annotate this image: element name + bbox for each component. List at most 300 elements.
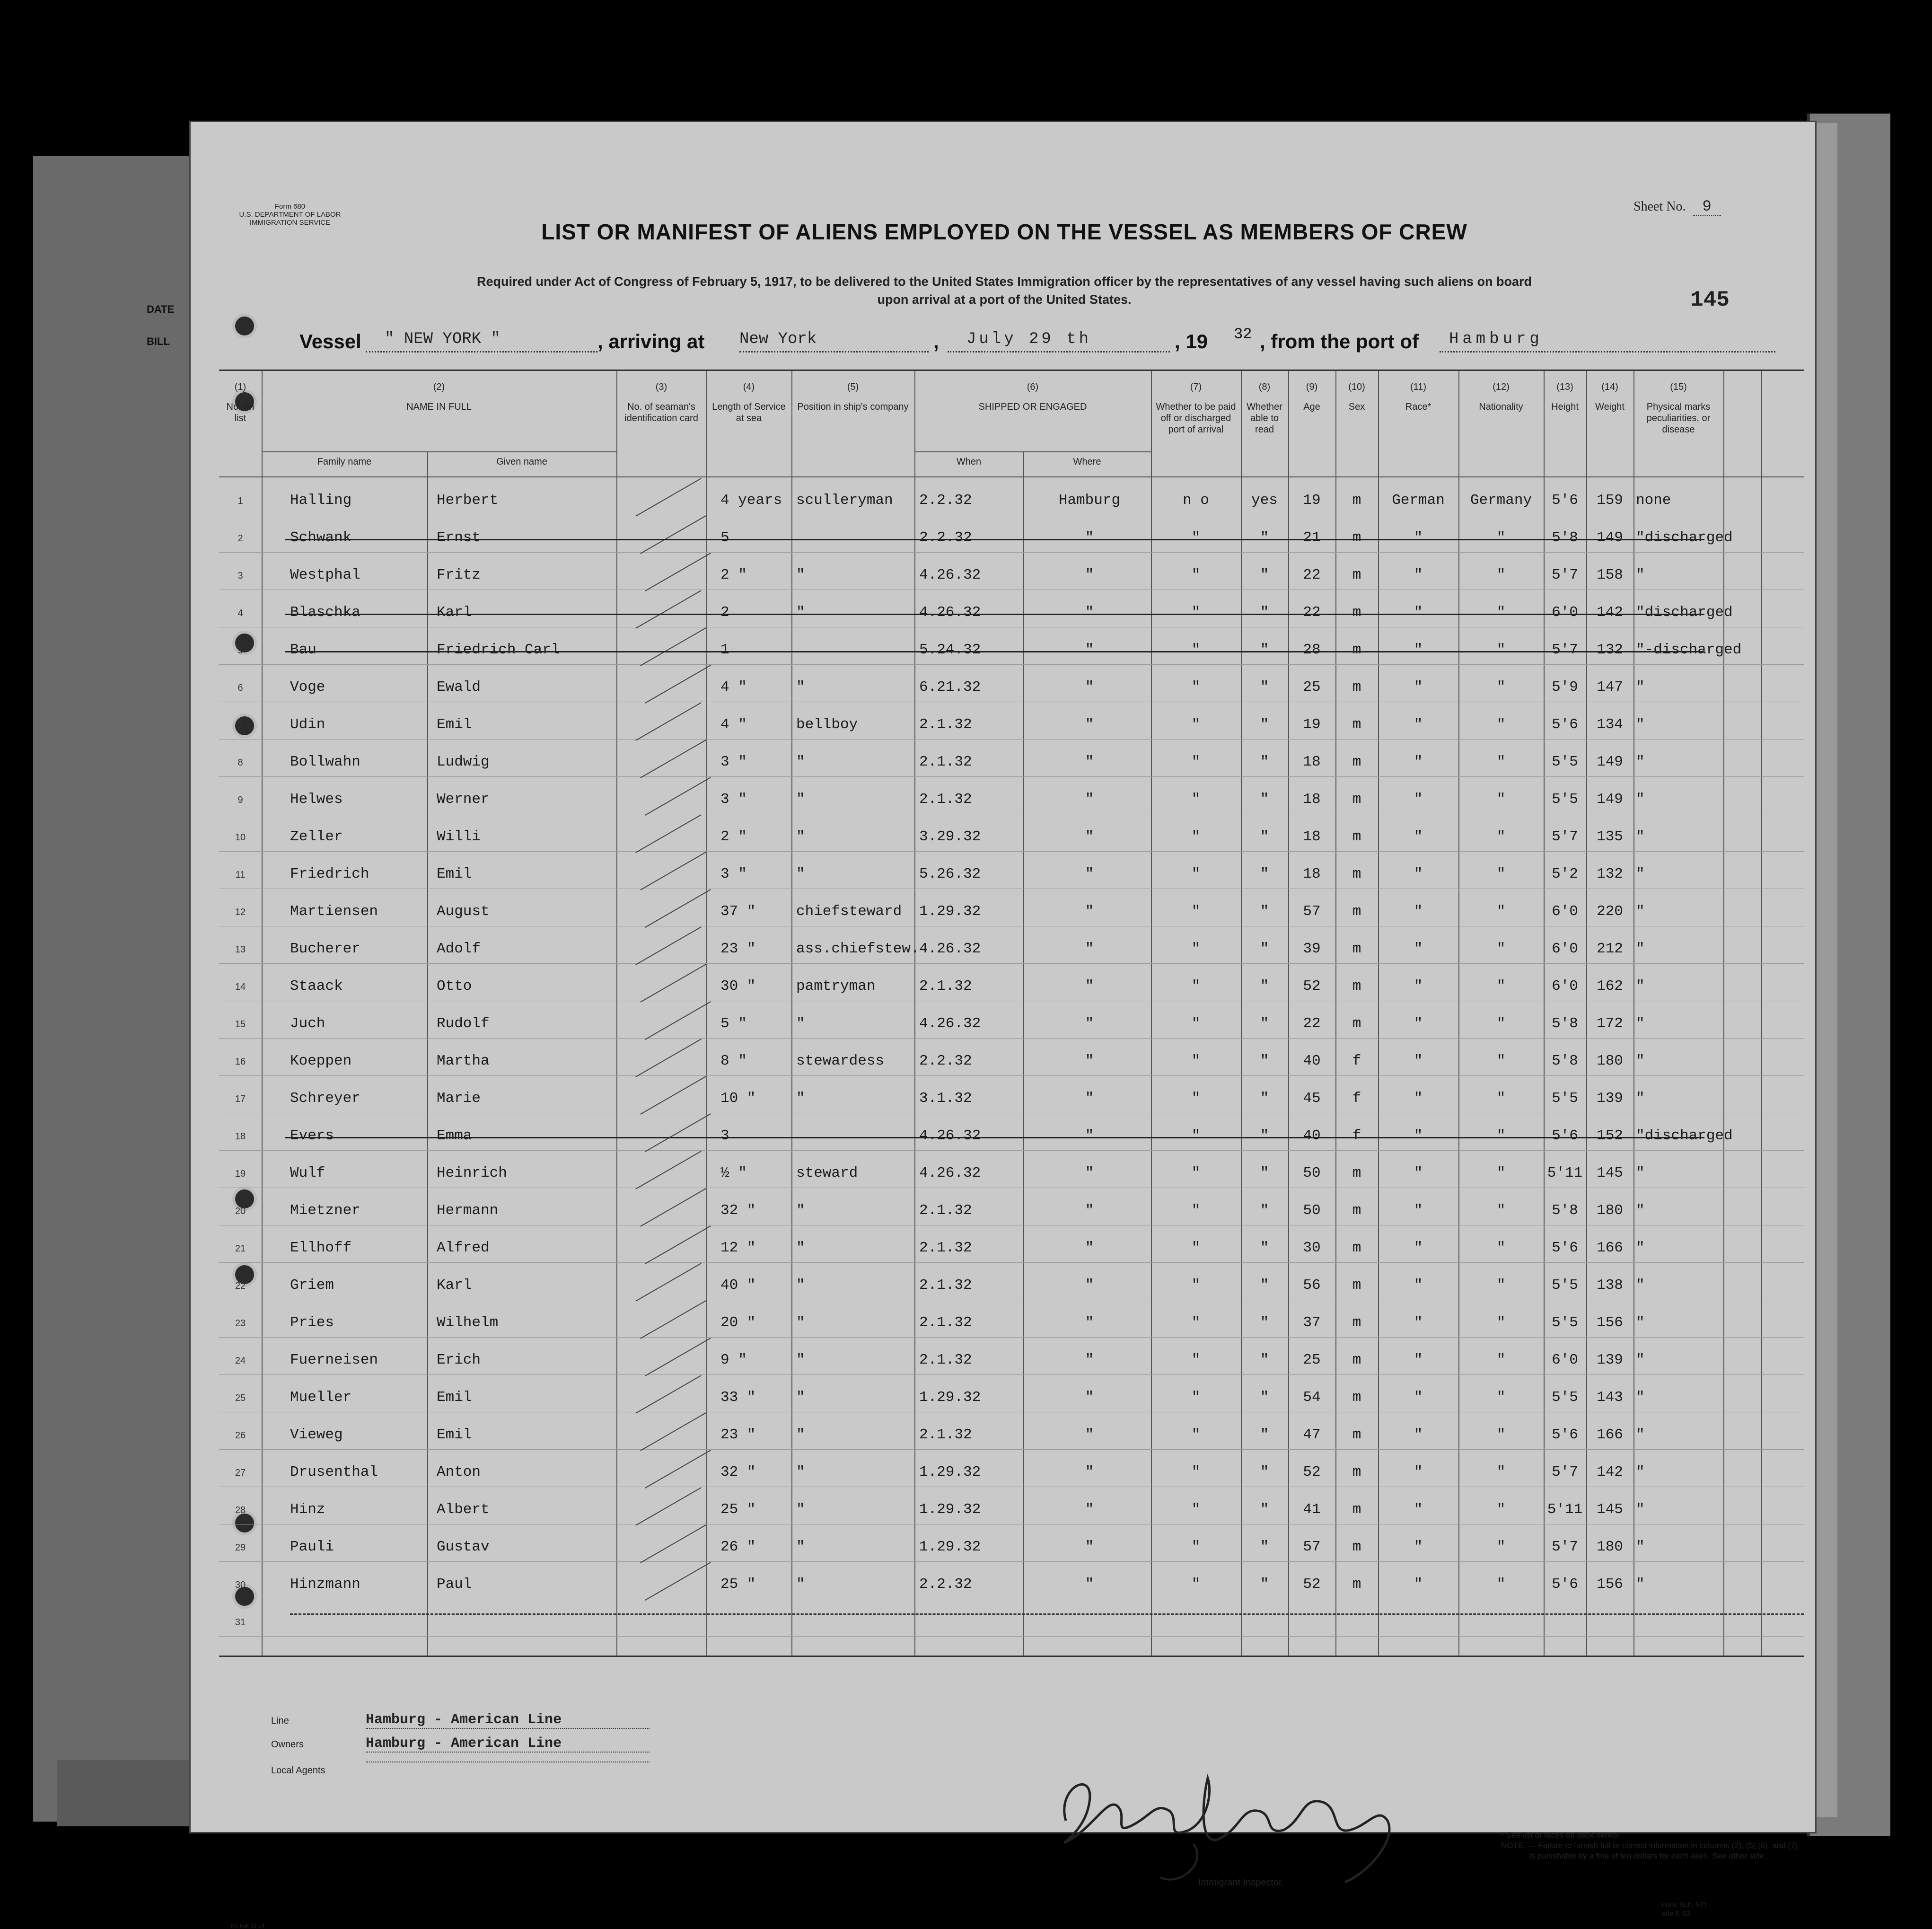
checkmark-stroke	[640, 1188, 706, 1227]
cell-service: 2 "	[720, 567, 747, 583]
cell-weight: 158	[1597, 567, 1623, 583]
cell-read: "	[1260, 1053, 1269, 1069]
cell-sex: m	[1352, 941, 1361, 957]
table-row	[219, 964, 1804, 1001]
column-header-label: Whether able to read	[1247, 402, 1282, 435]
cell-position: "	[796, 754, 805, 770]
cell-service: 4 "	[720, 716, 747, 733]
cell-marks: "	[1636, 1240, 1645, 1256]
cell-position: "	[796, 1539, 805, 1555]
column-header-label: No. of seaman's identification card	[624, 402, 698, 423]
cell-given: Emil	[437, 866, 472, 882]
cell-where: "	[1085, 1090, 1094, 1107]
cell-no: 7	[237, 720, 243, 731]
cell-no: 27	[235, 1468, 246, 1478]
cell-paid: "	[1191, 1127, 1201, 1144]
cell-nationality: "	[1496, 1427, 1506, 1443]
cell-family: Bollwahn	[290, 754, 360, 770]
cell-when: 2.1.32	[919, 978, 972, 995]
checkmark-stroke	[645, 1225, 711, 1264]
cell-race: "	[1414, 529, 1423, 546]
cell-race: "	[1414, 1501, 1423, 1518]
cell-position: "	[796, 1202, 805, 1219]
cell-given: Marie	[437, 1090, 481, 1107]
cell-nationality: "	[1496, 1015, 1506, 1032]
column-header-number: (15)	[1670, 382, 1687, 392]
cell-no: 10	[235, 832, 246, 843]
cell-age: 18	[1303, 866, 1321, 882]
cell-weight: 180	[1597, 1053, 1623, 1069]
cell-given: Rudolf	[437, 1015, 490, 1032]
cell-age: 57	[1303, 903, 1321, 920]
cell-read: "	[1260, 1427, 1269, 1443]
strikethrough-line	[285, 651, 1704, 652]
cell-when: 2.1.32	[919, 1352, 972, 1368]
checkmark-stroke	[640, 627, 706, 666]
cell-when: 4.26.32	[919, 1015, 981, 1032]
cell-no: 13	[235, 944, 246, 955]
cell-sex: m	[1352, 529, 1361, 546]
subcolumn-header-when: When	[956, 457, 982, 467]
checkmark-stroke	[645, 1338, 711, 1376]
column-header-label: Age	[1303, 402, 1320, 412]
cell-weight: 138	[1597, 1277, 1623, 1294]
cell-family: Schreyer	[290, 1090, 360, 1107]
column-header	[616, 371, 706, 424]
cell-where: "	[1085, 1240, 1094, 1256]
cell-marks: "	[1636, 1090, 1645, 1107]
cell-age: 22	[1303, 1015, 1321, 1032]
checkmark-stroke	[640, 1300, 706, 1339]
cell-family: Evers	[290, 1127, 334, 1144]
cell-position: ass.chiefstew.	[796, 941, 920, 957]
cell-when: 4.26.32	[919, 567, 981, 583]
cell-no: 18	[235, 1131, 246, 1142]
cell-where: "	[1085, 1314, 1094, 1331]
column-header-label: NAME IN FULL	[406, 402, 472, 412]
cell-read: "	[1260, 1015, 1269, 1032]
corner-code	[1662, 1901, 1708, 1918]
requirement-text	[380, 273, 1629, 308]
footer-note	[1501, 1830, 1832, 1861]
cell-nationality: "	[1496, 1576, 1506, 1593]
cell-read: "	[1260, 1165, 1269, 1181]
cell-position: "	[796, 1576, 805, 1593]
cell-height: 6'0	[1552, 903, 1578, 920]
cell-race: "	[1414, 978, 1423, 995]
cell-age: 21	[1303, 529, 1321, 546]
cell-family: Westphal	[290, 567, 360, 583]
cell-nationality: "	[1496, 1053, 1506, 1069]
column-header	[219, 371, 262, 424]
cell-paid: n o	[1183, 492, 1209, 509]
column-header	[1335, 371, 1378, 413]
cell-height: 6'0	[1552, 604, 1578, 621]
table-row	[219, 889, 1804, 926]
cell-paid: "	[1191, 941, 1201, 957]
cell-nationality: Germany	[1470, 492, 1532, 509]
cell-service: 2 "	[720, 828, 747, 845]
cell-marks: "	[1636, 1015, 1645, 1032]
cell-race: "	[1414, 1352, 1423, 1368]
cell-paid: "	[1191, 1277, 1201, 1294]
cell-given: Karl	[437, 1277, 472, 1294]
local-agents-label: Local Agents	[271, 1765, 325, 1776]
cell-no: 24	[235, 1356, 246, 1366]
cell-no: 12	[235, 907, 246, 917]
cell-position: "	[796, 1501, 805, 1518]
cell-weight: 149	[1597, 791, 1623, 808]
cell-height: 5'6	[1552, 1127, 1578, 1144]
cell-when: 1.29.32	[919, 1464, 981, 1480]
table-row	[219, 515, 1804, 553]
cell-age: 18	[1303, 828, 1321, 845]
column-header-label: Weight	[1595, 402, 1625, 412]
cell-given: Gustav	[437, 1539, 490, 1555]
cell-sex: m	[1352, 604, 1361, 621]
column-header-number: (2)	[433, 382, 445, 392]
manifest-sheet	[189, 121, 1817, 1929]
checkmark-stroke	[640, 740, 706, 778]
checkmark-stroke	[635, 1487, 702, 1526]
cell-where: "	[1085, 679, 1094, 696]
checkmark-stroke	[640, 515, 706, 554]
cell-when: 2.1.32	[919, 1314, 972, 1331]
cell-given: August	[437, 903, 490, 920]
cell-no: 25	[235, 1393, 246, 1403]
cell-when: 4.26.32	[919, 941, 981, 957]
cell-position: "	[796, 1240, 805, 1256]
cell-read: "	[1260, 1389, 1269, 1406]
column-header	[791, 371, 914, 413]
cell-sex: m	[1352, 1015, 1361, 1032]
cell-race: "	[1414, 754, 1423, 770]
table-row	[219, 926, 1804, 964]
owners-label: Owners	[271, 1739, 304, 1750]
cell-height: 5'6	[1552, 716, 1578, 733]
cell-service: 1	[720, 642, 729, 658]
table-row	[219, 777, 1804, 814]
table-row	[219, 740, 1804, 777]
cell-age: 25	[1303, 679, 1321, 696]
strikethrough-line	[285, 614, 1704, 615]
cell-sex: m	[1352, 1202, 1361, 1219]
table-row	[219, 478, 1804, 515]
cell-no: 22	[235, 1281, 246, 1291]
cell-given: Emma	[437, 1127, 472, 1144]
cell-read: "	[1260, 1464, 1269, 1480]
checkmark-stroke	[645, 1113, 711, 1152]
cell-position: "	[796, 1427, 805, 1443]
cell-no: 23	[235, 1318, 246, 1329]
cell-service: 32 "	[720, 1202, 756, 1219]
cell-family: Blaschka	[290, 604, 360, 621]
cell-paid: "	[1191, 866, 1201, 882]
cell-height: 5'11	[1547, 1165, 1583, 1181]
note-line-2: NOTE. — Failure to furnish full or correct information in columns (2), (5) (6), and (7)	[1501, 1841, 1798, 1850]
cell-position: "	[796, 1464, 805, 1480]
cell-family: Wulf	[290, 1165, 325, 1181]
cell-position: bellboy	[796, 716, 858, 733]
cell-read: "	[1260, 978, 1269, 995]
table-row	[219, 702, 1804, 740]
cell-race: "	[1414, 1314, 1423, 1331]
cell-marks: "	[1636, 866, 1645, 882]
cell-height: 6'0	[1552, 1352, 1578, 1368]
cell-nationality: "	[1496, 642, 1506, 658]
cell-age: 18	[1303, 791, 1321, 808]
vessel-name: " NEW YORK "	[366, 330, 597, 352]
checkmark-stroke	[645, 889, 711, 928]
cell-paid: "	[1191, 604, 1201, 621]
cell-nationality: "	[1496, 1277, 1506, 1294]
cell-given: Herbert	[437, 492, 499, 509]
cell-read: "	[1260, 529, 1269, 546]
column-header-label: Nationality	[1479, 402, 1523, 412]
checkmark-stroke	[635, 702, 702, 741]
cell-age: 56	[1303, 1277, 1321, 1294]
cell-family: Fuerneisen	[290, 1352, 378, 1368]
note-line-1: * See list of races on back hereof.	[1501, 1831, 1622, 1840]
cell-marks: "discharged	[1636, 1127, 1733, 1144]
cell-height: 5'5	[1552, 1090, 1578, 1107]
cell-weight: 132	[1597, 642, 1623, 658]
sheet-number-value: 9	[1693, 198, 1721, 216]
arriving-label: , arriving at	[597, 330, 705, 352]
inspector-signature	[1037, 1750, 1416, 1892]
cell-age: 39	[1303, 941, 1321, 957]
cell-age: 50	[1303, 1165, 1321, 1181]
cell-race: "	[1414, 1165, 1423, 1181]
cell-family: Schwank	[290, 529, 352, 546]
cell-weight: 166	[1597, 1240, 1623, 1256]
checkmark-stroke	[635, 590, 702, 629]
cell-position: "	[796, 604, 805, 621]
cell-service: 4 "	[720, 679, 747, 696]
cell-where: "	[1085, 1427, 1094, 1443]
cell-paid: "	[1191, 903, 1201, 920]
cell-height: 5'5	[1552, 754, 1578, 770]
cell-no: 16	[235, 1057, 246, 1067]
cell-position: "	[796, 679, 805, 696]
subheader-rule	[262, 451, 616, 452]
table-row	[219, 1113, 1804, 1151]
service-name: IMMIGRATION SERVICE	[249, 219, 331, 227]
cell-given: Willi	[437, 828, 481, 845]
cell-given: Emil	[437, 1389, 472, 1406]
cell-read: "	[1260, 791, 1269, 808]
cell-when: 2.2.32	[919, 1053, 972, 1069]
checkmark-stroke	[640, 1076, 706, 1115]
cell-family: Pries	[290, 1314, 334, 1331]
cell-paid: "	[1191, 1240, 1201, 1256]
cell-position: sculleryman	[796, 492, 893, 509]
cell-weight: 172	[1597, 1015, 1623, 1032]
column-header-label: Physical marks peculiarities, or disease	[1646, 402, 1711, 435]
cell-race: "	[1414, 1053, 1423, 1069]
table-row	[219, 665, 1804, 702]
column-header-number: (13)	[1556, 382, 1573, 392]
cell-where: "	[1085, 529, 1094, 546]
cell-sex: m	[1352, 866, 1361, 882]
cell-marks: "	[1636, 1576, 1645, 1593]
from-port-label: , from the port of	[1260, 330, 1419, 352]
subcolumn-header-given: Given name	[496, 457, 547, 467]
column-header-number: (9)	[1306, 382, 1318, 392]
cell-where: "	[1085, 978, 1094, 995]
table-row	[219, 1001, 1804, 1039]
corner-code-2: alte F. 53	[1662, 1910, 1691, 1918]
cell-height: 5'6	[1552, 492, 1578, 509]
checkmark-stroke	[645, 1562, 711, 1601]
cell-nationality: "	[1496, 1314, 1506, 1331]
cell-when: 1.29.32	[919, 903, 981, 920]
cell-service: 3	[720, 1127, 729, 1144]
cell-no: 2	[237, 533, 243, 544]
table-row	[219, 852, 1804, 889]
cell-when: 2.1.32	[919, 754, 972, 770]
cell-given: Ernst	[437, 529, 481, 546]
column-header-label: No. on list	[226, 402, 255, 423]
cell-service: 10 "	[720, 1090, 756, 1107]
cell-given: Emil	[437, 716, 472, 733]
cell-race: "	[1414, 1015, 1423, 1032]
cell-nationality: "	[1496, 1240, 1506, 1256]
cell-family: Halling	[290, 492, 352, 509]
cell-weight: 180	[1597, 1202, 1623, 1219]
table-row	[219, 1039, 1804, 1076]
cell-sex: m	[1352, 679, 1361, 696]
cell-where: "	[1085, 1352, 1094, 1368]
cell-position: "	[796, 567, 805, 583]
cell-race: "	[1414, 716, 1423, 733]
cell-sex: m	[1352, 1576, 1361, 1593]
cell-height: 5'11	[1547, 1501, 1583, 1518]
cell-no: 8	[237, 758, 243, 768]
cell-family: Helwes	[290, 791, 343, 808]
cell-height: 5'6	[1552, 1576, 1578, 1593]
cell-weight: 180	[1597, 1539, 1623, 1555]
header-rule	[219, 476, 1804, 477]
cell-height: 5'5	[1552, 1277, 1578, 1294]
cell-where: "	[1085, 1202, 1094, 1219]
cell-race: "	[1414, 679, 1423, 696]
cell-position: "	[796, 1352, 805, 1368]
cell-height: 5'7	[1552, 567, 1578, 583]
cell-weight: 149	[1597, 754, 1623, 770]
cell-no: 31	[235, 1617, 246, 1628]
cell-read: "	[1260, 679, 1269, 696]
cell-service: 8 "	[720, 1053, 747, 1069]
cell-weight: 159	[1597, 492, 1623, 509]
cell-age: 40	[1303, 1127, 1321, 1144]
cell-weight: 147	[1597, 679, 1623, 696]
cell-service: 2	[720, 604, 729, 621]
cell-read: "	[1260, 1539, 1269, 1555]
cell-where: "	[1085, 716, 1094, 733]
cell-read: "	[1260, 1127, 1269, 1144]
cell-sex: m	[1352, 1352, 1361, 1368]
cell-sex: f	[1352, 1090, 1361, 1107]
checkmark-stroke	[640, 964, 706, 1003]
cell-marks: "	[1636, 1165, 1645, 1181]
checkmark-stroke	[645, 1450, 711, 1489]
requirement-line-2: upon arrival at a port of the United States.	[877, 292, 1132, 307]
cell-service: 25 "	[720, 1576, 756, 1593]
cell-marks: "-discharged	[1636, 642, 1742, 658]
cell-height: 5'5	[1552, 1389, 1578, 1406]
checkmark-stroke	[645, 553, 711, 591]
cell-when: 1.29.32	[919, 1389, 981, 1406]
cell-no: 21	[235, 1243, 246, 1254]
column-header	[1288, 371, 1335, 413]
cell-age: 25	[1303, 1352, 1321, 1368]
cell-nationality: "	[1496, 1202, 1506, 1219]
cell-no: 6	[237, 683, 243, 693]
note-line-3: is punishable by a fine of ten dollars for each alien. See other side.	[1529, 1851, 1766, 1860]
cell-service: 33 "	[720, 1389, 756, 1406]
cell-age: 52	[1303, 1464, 1321, 1480]
cell-marks: "	[1636, 903, 1645, 920]
column-header-number: (6)	[1027, 382, 1039, 392]
cell-where: "	[1085, 1015, 1094, 1032]
column-header-number: (12)	[1493, 382, 1510, 392]
cell-given: Emil	[437, 1427, 472, 1443]
cell-when: 2.1.32	[919, 1202, 972, 1219]
cell-where: "	[1085, 1053, 1094, 1069]
cell-family: Martiensen	[290, 903, 378, 920]
cell-marks: "	[1636, 754, 1645, 770]
cell-nationality: "	[1496, 866, 1506, 882]
column-header	[262, 371, 616, 413]
cell-age: 52	[1303, 978, 1321, 995]
cell-sex: m	[1352, 978, 1361, 995]
cell-marks: "	[1636, 567, 1645, 583]
cell-sex: m	[1352, 1240, 1361, 1256]
cell-paid: "	[1191, 1501, 1201, 1518]
cell-race: "	[1414, 1127, 1423, 1144]
cell-read: "	[1260, 1090, 1269, 1107]
cell-no: 9	[237, 795, 243, 805]
cell-paid: "	[1191, 1015, 1201, 1032]
cell-when: 4.26.32	[919, 1165, 981, 1181]
cell-weight: 143	[1597, 1389, 1623, 1406]
cell-where: "	[1085, 941, 1094, 957]
cell-nationality: "	[1496, 679, 1506, 696]
table-row	[219, 590, 1804, 627]
column-header-number: (8)	[1258, 382, 1271, 392]
cell-where: "	[1085, 828, 1094, 845]
checkmark-stroke	[645, 1001, 711, 1040]
cell-read: "	[1260, 1576, 1269, 1593]
cell-sex: m	[1352, 1539, 1361, 1555]
cell-family: Mueller	[290, 1389, 352, 1406]
cell-marks: "	[1636, 1202, 1645, 1219]
strikethrough-line	[285, 539, 1704, 540]
cell-sex: m	[1352, 567, 1361, 583]
cell-service: 23 "	[720, 1427, 756, 1443]
table-row	[219, 1375, 1804, 1412]
cell-race: "	[1414, 1277, 1423, 1294]
cell-service: 32 "	[720, 1464, 756, 1480]
cell-marks: "	[1636, 1501, 1645, 1518]
cell-where: "	[1085, 1277, 1094, 1294]
cell-read: "	[1260, 1352, 1269, 1368]
line-label: Line	[271, 1716, 289, 1726]
cell-age: 30	[1303, 1240, 1321, 1256]
cell-family: Ellhoff	[290, 1240, 352, 1256]
cell-age: 37	[1303, 1314, 1321, 1331]
